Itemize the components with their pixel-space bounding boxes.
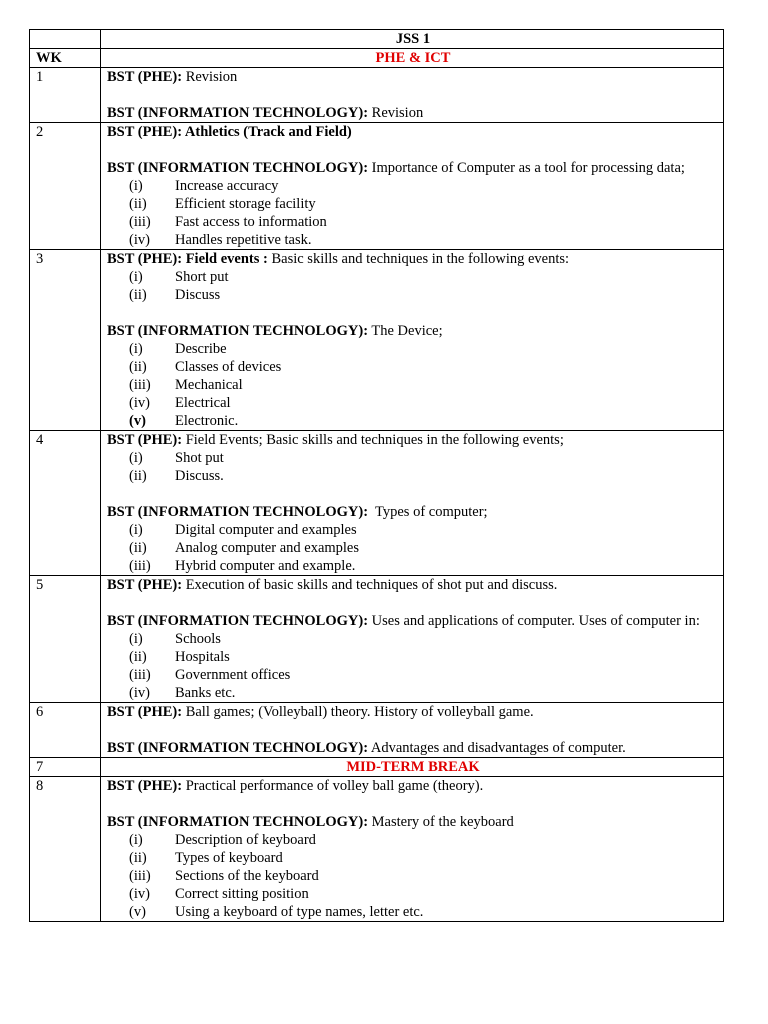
list-item-text: Schools [175, 631, 221, 647]
topic-text: Importance of Computer as a tool for processing data; [368, 160, 685, 176]
list-item-text: Electrical [175, 395, 231, 411]
list-item [107, 521, 719, 539]
table-body [30, 30, 724, 922]
topic-label: BST (INFORMATION TECHNOLOGY): [107, 814, 369, 830]
header-empty-cell [30, 30, 101, 49]
topic-label: BST (INFORMATION TECHNOLOGY): [107, 740, 369, 756]
week-number: 7 [30, 758, 101, 777]
list-item [107, 885, 719, 903]
list-item-number: (iii) [129, 377, 151, 393]
spacer [107, 141, 719, 159]
list-item-number: (i) [129, 178, 143, 194]
list-item-text: Electronic. [175, 413, 239, 429]
list-item [107, 539, 719, 557]
topic-text: Uses and applications of computer. Uses of computer in: [368, 613, 700, 629]
list-item-number: (iii) [129, 214, 151, 230]
list-item-number: (i) [129, 341, 143, 357]
spacer [107, 795, 719, 813]
list-item-number: (i) [129, 269, 143, 285]
list-item [107, 231, 719, 249]
spacer [107, 594, 719, 612]
list-item-number: (ii) [129, 649, 147, 665]
class-label: JSS 1 [101, 30, 724, 49]
week-number: 4 [30, 431, 101, 576]
week-number: 3 [30, 250, 101, 431]
list-item-text: Efficient storage facility [175, 196, 316, 212]
list-item [107, 557, 719, 575]
list-item-number: (i) [129, 450, 143, 466]
list-item [107, 340, 719, 358]
list-item [107, 684, 719, 702]
list-item-text: Fast access to information [175, 214, 327, 230]
topic-line [107, 612, 719, 630]
list-item-text: Classes of devices [175, 359, 282, 375]
topic-text: Mastery of the keyboard [368, 814, 514, 830]
list-item [107, 831, 719, 849]
list-item [107, 849, 719, 867]
week-row [30, 250, 724, 431]
list-item [107, 467, 719, 485]
list-item-text: Describe [175, 341, 227, 357]
topic-text: Ball games; (Volleyball) theory. History of volleyball game. [182, 704, 534, 720]
column-header-row [30, 49, 724, 68]
week-number: 8 [30, 777, 101, 922]
topic-label: BST (PHE): [107, 69, 183, 85]
week-number: 6 [30, 703, 101, 758]
topic-line [107, 739, 719, 757]
list-item [107, 449, 719, 467]
week-content [101, 250, 724, 431]
week-row [30, 68, 724, 123]
list-item-text: Hybrid computer and example. [175, 558, 356, 574]
list-item-text: Analog computer and examples [175, 540, 360, 556]
list-item-number: (ii) [129, 850, 147, 866]
list-item-number: (v) [129, 413, 146, 429]
spacer [107, 304, 719, 322]
topic-label: BST (PHE): [107, 577, 183, 593]
list-item [107, 394, 719, 412]
list-item-text: Handles repetitive task. [175, 232, 312, 248]
week-row [30, 123, 724, 250]
week-row [30, 777, 724, 922]
class-header-row [30, 30, 724, 49]
topic-label: BST (INFORMATION TECHNOLOGY): [107, 504, 369, 520]
list-item-text: Shot put [175, 450, 224, 466]
week-row [30, 576, 724, 703]
topic-label: BST (INFORMATION TECHNOLOGY): [107, 160, 369, 176]
topic-text: Execution of basic skills and techniques of shot put and discuss. [182, 577, 558, 593]
list-item [107, 358, 719, 376]
week-number: 5 [30, 576, 101, 703]
topic-label: BST (PHE): [107, 778, 183, 794]
list-item-text: Increase accuracy [175, 178, 279, 194]
list-item-number: (iv) [129, 395, 150, 411]
topic-line [107, 68, 719, 86]
topic-line [107, 322, 719, 340]
list-item-number: (iii) [129, 667, 151, 683]
spacer [107, 86, 719, 104]
spacer [107, 485, 719, 503]
list-item [107, 195, 719, 213]
list-item-text: Discuss. [175, 468, 224, 484]
topic-label: BST (INFORMATION TECHNOLOGY): [107, 613, 369, 629]
topic-text: Field Events; Basic skills and techniques in the following events; [182, 432, 564, 448]
list-item-number: (ii) [129, 468, 147, 484]
list-item-text: Using a keyboard of type names, letter etc. [175, 904, 424, 920]
list-item [107, 177, 719, 195]
list-item [107, 213, 719, 231]
list-item-number: (v) [129, 904, 146, 920]
mid-term-break-banner: MID-TERM BREAK [101, 758, 724, 777]
list-item [107, 666, 719, 684]
list-item-text: Short put [175, 269, 229, 285]
list-item-number: (i) [129, 832, 143, 848]
list-item [107, 286, 719, 304]
week-content [101, 576, 724, 703]
topic-label: BST (PHE): [107, 704, 183, 720]
wk-column-header: WK [30, 49, 101, 68]
topic-line [107, 159, 719, 177]
list-item-number: (i) [129, 631, 143, 647]
topic-line [107, 703, 719, 721]
list-item [107, 903, 719, 921]
list-item-number: (iii) [129, 868, 151, 884]
topic-label: BST (INFORMATION TECHNOLOGY): [107, 105, 369, 121]
topic-line [107, 431, 719, 449]
list-item-text: Sections of the keyboard [175, 868, 319, 884]
topic-text: The Device; [368, 323, 443, 339]
topic-label: BST (PHE): Field events : [107, 251, 268, 267]
spacer [107, 721, 719, 739]
topic-text: Advantages and disadvantages of computer. [368, 740, 626, 756]
list-item [107, 630, 719, 648]
list-item-number: (ii) [129, 287, 147, 303]
list-item-text: Types of keyboard [175, 850, 283, 866]
week-content [101, 777, 724, 922]
list-item [107, 867, 719, 885]
list-item-number: (iv) [129, 685, 150, 701]
topic-text: Revision [368, 105, 424, 121]
topic-text: Basic skills and techniques in the following events: [267, 251, 570, 267]
subject-label: PHE & ICT [101, 49, 724, 68]
scheme-of-work-table [29, 29, 724, 922]
week-content [101, 68, 724, 123]
topic-text: Practical performance of volley ball game (theory). [182, 778, 484, 794]
topic-line [107, 777, 719, 795]
list-item [107, 648, 719, 666]
topic-line [107, 576, 719, 594]
list-item-text: Correct sitting position [175, 886, 309, 902]
topic-label: BST (PHE): [107, 432, 183, 448]
topic-label: BST (INFORMATION TECHNOLOGY): [107, 323, 369, 339]
list-item-number: (ii) [129, 196, 147, 212]
topic-line [107, 104, 719, 122]
topic-text: Revision [182, 69, 238, 85]
list-item [107, 412, 719, 430]
list-item-number: (iii) [129, 558, 151, 574]
list-item-text: Banks etc. [175, 685, 236, 701]
list-item-text: Government offices [175, 667, 291, 683]
week-content [101, 703, 724, 758]
topic-line [107, 250, 719, 268]
topic-line [107, 123, 719, 141]
list-item-text: Digital computer and examples [175, 522, 357, 538]
list-item-number: (iv) [129, 886, 150, 902]
topic-label: BST (PHE): Athletics (Track and Field) [107, 124, 352, 140]
list-item [107, 376, 719, 394]
list-item-text: Hospitals [175, 649, 230, 665]
week-number: 1 [30, 68, 101, 123]
week-row [30, 703, 724, 758]
list-item-number: (i) [129, 522, 143, 538]
list-item-text: Description of keyboard [175, 832, 316, 848]
week-content [101, 123, 724, 250]
week-content [101, 431, 724, 576]
week-number: 2 [30, 123, 101, 250]
topic-line [107, 503, 719, 521]
list-item-number: (ii) [129, 540, 147, 556]
week-row [30, 758, 724, 777]
week-row [30, 431, 724, 576]
list-item-number: (iv) [129, 232, 150, 248]
list-item-number: (ii) [129, 359, 147, 375]
list-item [107, 268, 719, 286]
list-item-text: Mechanical [175, 377, 243, 393]
topic-text: Types of computer; [368, 504, 488, 520]
topic-line [107, 813, 719, 831]
list-item-text: Discuss [175, 287, 221, 303]
